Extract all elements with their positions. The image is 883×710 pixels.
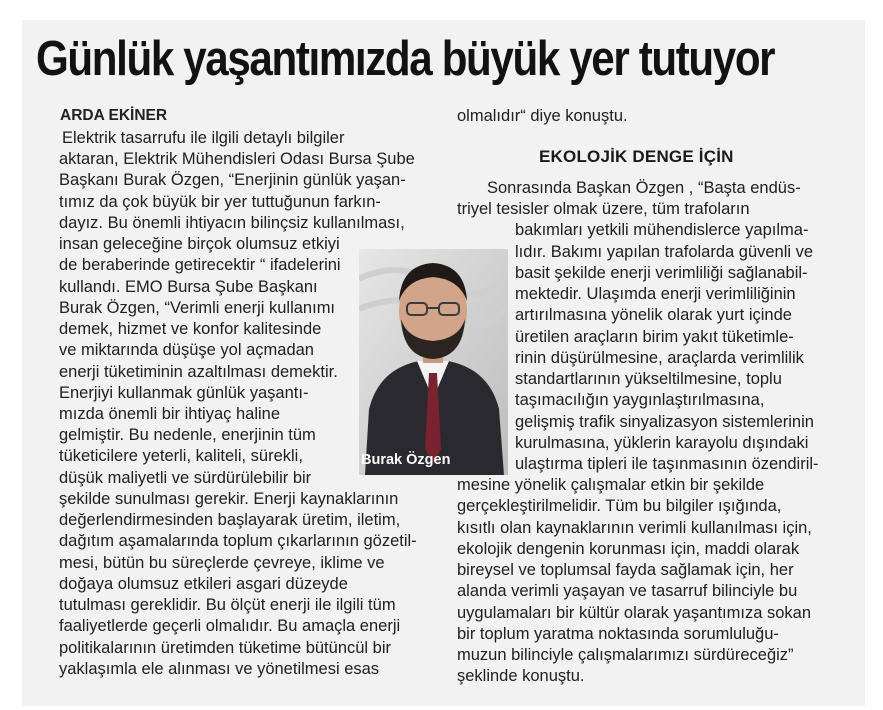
right-column-line: mektedir. Ulaşımda enerji verimliliğinin: [515, 285, 796, 304]
right-column-line: bireysel ve toplumsal fayda sağlamak için, her: [457, 561, 794, 580]
right-column-line: triyel tesisler olmak üzere, tüm trafoların: [457, 200, 750, 219]
left-column-line: tımız da çok büyük bir yer tuttuğunun farkın-: [59, 192, 381, 211]
left-column-line: Burak Özgen, “Verimli enerji kullanımı: [59, 298, 336, 317]
right-column-line: rinin düşürülmesine, araçlarda verimlilik: [515, 348, 804, 367]
photo-caption: Burak Özgen: [361, 452, 451, 468]
left-column-line: politikalarının üretimden tüketime bütüncül bir: [59, 638, 392, 657]
left-column-line: değerlendirmesinden başlayarak üretim, iletim,: [59, 511, 401, 530]
right-column-line: lıdır. Bakımı yapılan trafolarda güvenli ve: [515, 242, 814, 261]
left-column-line: enerji tüketiminin azaltılması demektir.: [59, 362, 338, 381]
right-column-line: uygulamaları bir kültür olarak yaşantımıza sokan: [457, 603, 811, 622]
left-column-line: tüketicilere yeterli, kaliteli, sürekli,: [59, 447, 303, 466]
right-column-line: kurulmasına, yüklerin karayolu dışındaki: [515, 433, 809, 452]
left-column-line: gelmiştir. Bu nedenle, enerjinin tüm: [59, 426, 316, 445]
headline: Günlük yaşantımızda büyük yer tutuyor: [36, 32, 775, 86]
left-column-line: kullandı. EMO Bursa Şube Başkanı: [59, 277, 318, 296]
right-column-line: bir toplum yaratma noktasında sorumluluğu-: [457, 624, 779, 643]
left-column-line: tutulması gereklidir. Bu ölçüt enerji ile ilgili tüm: [59, 596, 396, 615]
left-column-line: dayız. Bu önemli ihtiyacın bilinçsiz kullanılması,: [59, 213, 405, 232]
left-column-line: mızda önemli bir ihtiyaç haline: [59, 404, 281, 423]
left-column-line: doğaya olumsuz etkileri asgari düzeyde: [59, 574, 348, 593]
right-column-line: ekolojik dengenin korunması için, maddi olarak: [457, 539, 800, 558]
right-column-line: standartlarının yükseltilmesine, toplu: [515, 370, 782, 389]
right-column-line: muzun bilinciyle çalışmalarımızı sürdüreceğiz”: [457, 646, 794, 665]
right-column-line: basit şekilde enerji verimliliği sağlanabil-: [515, 263, 808, 282]
left-column-line: insan geleceğine birçok olumsuz etkiyi: [59, 235, 340, 254]
right-column-line: Sonrasında Başkan Özgen , “Başta endüs-: [487, 179, 801, 197]
portrait-illustration: [359, 249, 508, 475]
left-column-line: şekilde sunulması gerekir. Enerji kaynaklarının: [59, 489, 399, 508]
left-column-line: de beraberinde getirecektir “ ifadelerini: [59, 256, 341, 275]
right-column-line: alanda verimli yaşayan ve tasarruf bilinciyle bu: [457, 582, 798, 601]
right-column-line: üretilen araçların birim yakıt tüketimle-: [515, 327, 794, 346]
right-column-continuation: olmalıdır“ diye konuştu.: [457, 107, 628, 125]
left-column-line: Enerjiyi kullanmak günlük yaşantı-: [59, 383, 309, 402]
right-column-line: kısıtlı olan kaynaklarının verimli kullanılması için,: [457, 518, 812, 537]
left-column-line: mesi, bütün bu süreçlerde çevreye, iklime ve: [59, 553, 385, 572]
right-column-line: ulaştırma tipleri ile taşınmasının özendiril-: [515, 454, 819, 473]
left-column-line: ve miktarında düşüşe yol açmadan: [59, 341, 314, 360]
left-column-line: faaliyetlerde geçerli olmalıdır. Bu amaçla enerji: [59, 617, 401, 636]
right-column-line: artırılmasına yönelik olarak yurt içinde: [515, 306, 792, 325]
left-column-line: aktaran, Elektrik Mühendisleri Odası Bursa Şube: [59, 150, 415, 169]
right-column-line: şeklinde konuştu.: [457, 667, 585, 686]
left-column-line: düşük maliyetli ve sürdürülebilir bir: [59, 468, 312, 487]
left-column-line: Başkanı Burak Özgen, “Enerjinin günlük yaşan-: [59, 171, 406, 190]
left-column-line: demek, hizmet ve konfor kalitesinde: [59, 320, 322, 339]
right-column-line: mesine yönelik çalışmalar etkin bir şekilde: [457, 476, 765, 495]
right-column-line: gelişmiş trafik sinyalizasyon sistemlerinin: [515, 412, 814, 431]
left-column-line: dağıtım aşamalarında toplum çıkarlarının gözetil-: [59, 532, 417, 551]
byline: ARDA EKİNER: [60, 107, 168, 124]
subheading: EKOLOJİK DENGE İÇİN: [539, 147, 734, 166]
portrait-photo: [359, 249, 508, 475]
right-column-line: taşımacılığın yaygınlaştırılmasına,: [515, 391, 765, 410]
left-column-line: yaklaşımla ele alınması ve yönetilmesi esas: [59, 659, 380, 678]
left-column-line: Elektrik tasarrufu ile ilgili detaylı bilgiler: [62, 129, 345, 147]
right-column-line: bakımları yetkili mühendislerce yapılma-: [515, 221, 809, 240]
right-column-line: gerçekleştirilmelidir. Tüm bu bilgiler ışığında,: [457, 497, 782, 516]
